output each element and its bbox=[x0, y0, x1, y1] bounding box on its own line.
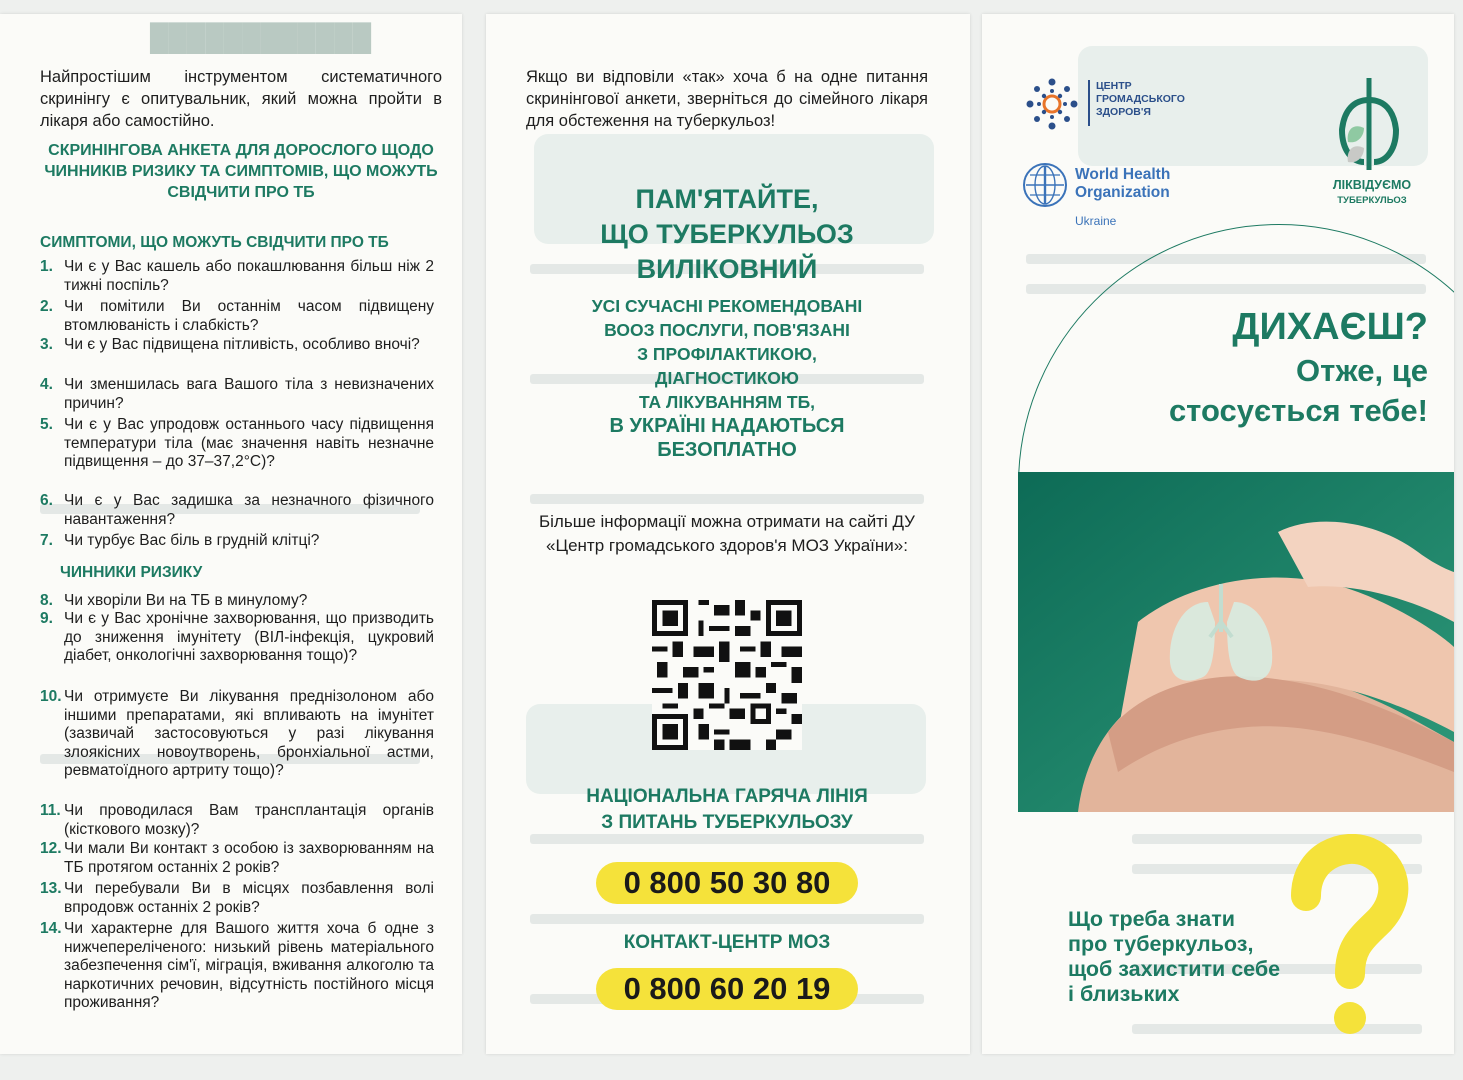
question-number: 2. bbox=[40, 298, 53, 315]
question-number: 10. bbox=[40, 688, 62, 705]
question-text: Чи є у Вас кашель або покашлювання більш ніж 2 тижні поспіль? bbox=[64, 258, 434, 294]
free-services-text bbox=[526, 294, 928, 462]
tb-logo-line: ТУБЕРКУЛЬОЗ bbox=[1337, 195, 1407, 206]
cover-panel bbox=[982, 14, 1454, 1054]
question-item bbox=[40, 920, 434, 1013]
cgz-logo-text bbox=[1096, 80, 1185, 119]
cgz-logo-line: ЦЕНТР bbox=[1096, 80, 1132, 92]
question-text: Чи проводилася Вам трансплантація органів (кісткового мозку)? bbox=[64, 802, 434, 838]
question-mark-icon bbox=[1284, 834, 1414, 1034]
question-number: 8. bbox=[40, 592, 53, 609]
services-line: ВООЗ ПОСЛУГИ, ПОВ'ЯЗАНІ bbox=[604, 320, 850, 340]
cgz-logo-icon bbox=[1022, 74, 1082, 134]
question-item bbox=[40, 610, 434, 666]
remember-line: ВИЛІКОВНИЙ bbox=[636, 254, 818, 284]
bleed-through: ████████████ bbox=[150, 22, 372, 52]
tb-logo-line: ЛІКВІДУЄМО bbox=[1332, 178, 1412, 192]
who-logo-line: Organization bbox=[1075, 184, 1170, 201]
question-text: Чи є у Вас хронічне захворювання, що призводить до зниження імунітету (ВІЛ-інфекція, цукровий діабет, онкологічні захворювання тощо)? bbox=[64, 610, 434, 664]
question-text: Чи отримуєте Ви лікування преднізолоном або іншими препаратами, які впливають на імунітет (зазвичай застосовуються у разі лікування злоякісних новоутворень, бронхіальної астми, ревматоїдного артриту тощо)? bbox=[64, 688, 434, 779]
who-logo-text bbox=[1075, 166, 1170, 202]
services-emphasis-line: БЕЗОПЛАТНО bbox=[657, 439, 797, 461]
question-number: 3. bbox=[40, 336, 53, 353]
question-item bbox=[40, 416, 434, 472]
more-info-text: Більше інформації можна отримати на сайті ДУ «Центр громадського здоров'я МОЗ України»: bbox=[539, 512, 915, 555]
question-item bbox=[40, 532, 434, 551]
who-emblem-icon bbox=[1022, 162, 1068, 208]
question-item bbox=[40, 336, 434, 355]
cta-line: і близьких bbox=[1068, 982, 1180, 1006]
contact-center-phone[interactable]: 0 800 60 20 19 bbox=[596, 968, 858, 1010]
lungs-tree-logo-icon bbox=[1334, 70, 1404, 180]
hotline-title-line: НАЦІОНАЛЬНА ГАРЯЧА ЛІНІЯ bbox=[586, 786, 868, 807]
symptoms-heading: СИМПТОМИ, ЩО МОЖУТЬ СВІДЧИТИ ПРО ТБ bbox=[40, 234, 389, 251]
question-number: 12. bbox=[40, 840, 62, 857]
subheadline-line: Отже, це bbox=[1295, 353, 1428, 388]
remember-line: ЩО ТУБЕРКУЛЬОЗ bbox=[600, 219, 854, 249]
question-text: Чи характерне для Вашого життя хоча б одне з нижчепереліченого: низький рівень матеріального забезпечення сім'ї, міграція, вживання алкоголю та наркотичних речовин, відсутність постійного місця проживання? bbox=[64, 920, 434, 1011]
question-text: Чи турбує Вас біль в грудній клітці? bbox=[64, 532, 320, 549]
services-line: ДІАГНОСТИКОЮ bbox=[655, 368, 799, 388]
question-text: Чи хворіли Ви на ТБ в минулому? bbox=[64, 592, 308, 609]
hotline-phone[interactable]: 0 800 50 30 80 bbox=[596, 862, 858, 904]
cta-line: Що треба знати bbox=[1068, 907, 1235, 931]
question-number: 4. bbox=[40, 376, 53, 393]
question-item bbox=[40, 492, 434, 529]
question-number: 9. bbox=[40, 610, 53, 627]
question-item bbox=[40, 592, 434, 611]
services-line: З ПРОФІЛАКТИКОЮ, bbox=[637, 344, 817, 364]
question-number: 14. bbox=[40, 920, 62, 937]
hotline-title bbox=[526, 784, 928, 836]
cover-headline bbox=[1018, 304, 1428, 430]
remember-line: ПАМ'ЯТАЙТЕ, bbox=[635, 184, 819, 214]
question-text: Чи перебували Ви в місцях позбавлення волі впродовж останніх 2 років? bbox=[64, 880, 434, 916]
question-number: 7. bbox=[40, 532, 53, 549]
question-text: Чи є у Вас задишка за незначного фізичного навантаження? bbox=[64, 492, 434, 528]
qr-code-icon[interactable] bbox=[652, 600, 802, 750]
hotline-title-line: З ПИТАНЬ ТУБЕРКУЛЬОЗУ bbox=[601, 812, 853, 833]
services-emphasis-line: В УКРАЇНІ НАДАЮТЬСЯ bbox=[609, 415, 845, 437]
who-country: Ukraine bbox=[1075, 214, 1117, 228]
intro-text: Найпростішим інструментом систематичного скринінгу є опитувальник, який можна пройти в лікаря або самостійно. bbox=[40, 68, 442, 130]
screening-panel bbox=[0, 14, 462, 1054]
question-number: 1. bbox=[40, 258, 53, 275]
cgz-logo-line: ГРОМАДСЬКОГО bbox=[1096, 93, 1185, 105]
question-text: Чи є у Вас підвищена пітливість, особливо вночі? bbox=[64, 336, 420, 353]
questionnaire-title: СКРИНІНГОВА АНКЕТА ДЛЯ ДОРОСЛОГО ЩОДО ЧИННИКІВ РИЗИКУ ТА СИМПТОМІВ, ЩО МОЖУТЬ СВІДЧИТИ ПРО ТБ bbox=[44, 142, 438, 201]
question-number: 6. bbox=[40, 492, 53, 509]
question-item bbox=[40, 840, 434, 877]
question-text: Чи є у Вас упродовж останнього часу підвищення температури тіла (має значення навіть незначне підвищення – до 37–37,2°С)? bbox=[64, 416, 434, 470]
question-number: 11. bbox=[40, 802, 61, 819]
question-item bbox=[40, 688, 434, 781]
risk-factors-heading: ЧИННИКИ РИЗИКУ bbox=[60, 564, 203, 581]
remember-heading bbox=[526, 182, 928, 287]
who-logo-line: World Health bbox=[1075, 166, 1171, 183]
question-item bbox=[40, 802, 434, 839]
cta-line: щоб захистити себе bbox=[1068, 957, 1281, 981]
question-item bbox=[40, 298, 434, 335]
contact-center-title: КОНТАКТ-ЦЕНТР МОЗ bbox=[623, 932, 831, 953]
hands-lungs-photo bbox=[1018, 472, 1454, 812]
tb-logo-text bbox=[1312, 178, 1432, 208]
question-number: 5. bbox=[40, 416, 53, 433]
referral-text: Якщо ви відповіли «так» хоча б на одне питання скринінгової анкети, зверніться до сімейного лікаря для обстеження на туберкульоз! bbox=[526, 68, 928, 130]
services-line: ТА ЛІКУВАННЯМ ТБ, bbox=[638, 392, 816, 412]
services-line: УСІ СУЧАСНІ РЕКОМЕНДОВАНІ bbox=[591, 296, 863, 316]
question-item bbox=[40, 258, 434, 295]
headline-text: ДИХАЄШ? bbox=[1232, 306, 1428, 348]
question-item bbox=[40, 880, 434, 917]
question-text: Чи зменшилась вага Вашого тіла з невизначених причин? bbox=[64, 376, 434, 412]
question-text: Чи помітили Ви останнім часом підвищену втомлюваність і слабкість? bbox=[64, 298, 434, 334]
subheadline-line: стосується тебе! bbox=[1168, 393, 1428, 428]
question-text: Чи мали Ви контакт з особою із захворюванням на ТБ протягом останніх 2 років? bbox=[64, 840, 434, 876]
question-item bbox=[40, 376, 434, 413]
info-panel bbox=[486, 14, 970, 1054]
question-number: 13. bbox=[40, 880, 62, 897]
cta-line: про туберкульоз, bbox=[1068, 932, 1254, 956]
cgz-logo-line: ЗДОРОВ'Я bbox=[1096, 106, 1151, 118]
